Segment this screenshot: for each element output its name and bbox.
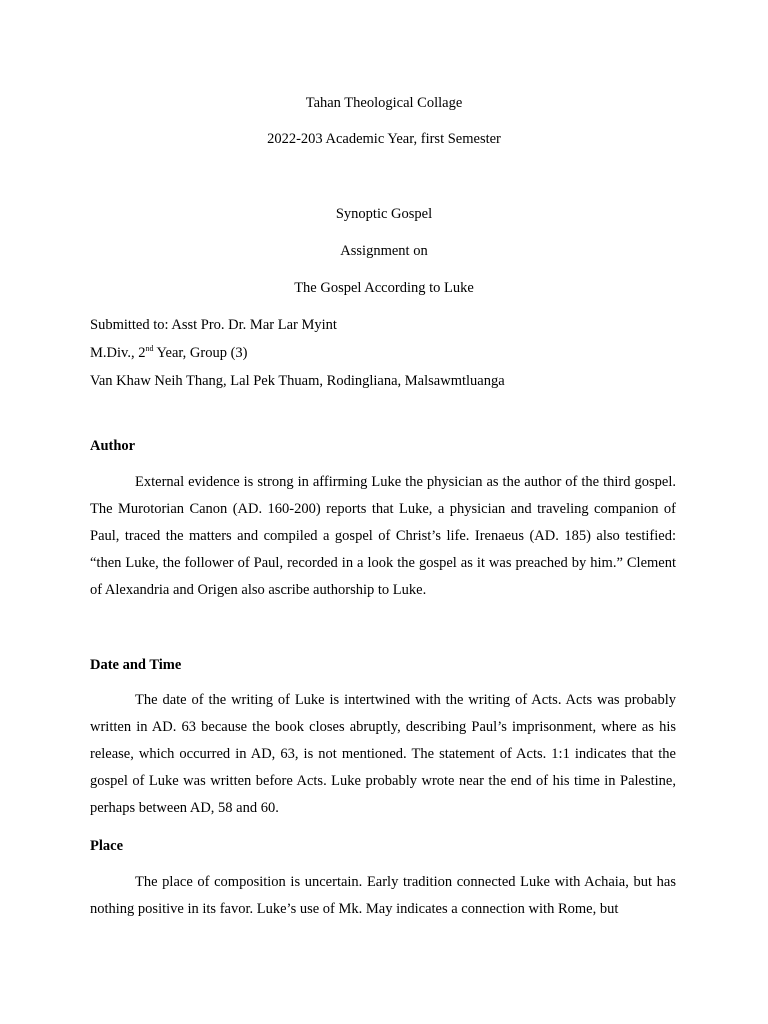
section-body-place: The place of composition is uncertain. Early tradition connected Luke with Achaia, but has nothing positive in its favor. Luke’s use of Mk. May indicates a connection with Rome, but: [90, 874, 676, 917]
section-heading-place: Place: [90, 838, 124, 854]
program-line: [90, 344, 248, 362]
academic-year: 2022-203 Academic Year, first Semester: [267, 131, 501, 147]
section-heading-author: Author: [90, 438, 136, 454]
group-members: Van Khaw Neih Thang, Lal Pek Thuam, Rodingliana, Malsawmtluanga: [90, 373, 505, 389]
assignment-label: Assignment on: [340, 243, 428, 259]
section-body-author: External evidence is strong in affirming Luke the physician as the author of the third gospel. The Murotorian Canon (AD. 160-200) reports that Luke, a physician and traveling companion of Paul, traced the matters and compiled a gospel of Christ’s life. Irenaeus (AD. 185) also testified: “then Luke, the follower of Paul, recorded in a look the gospel as it was preached by him.” Clement of Alexandria and Origen also ascribe authorship to Luke.: [90, 474, 676, 598]
program-suffix: Year, Group (3): [153, 345, 248, 361]
submitted-to: Submitted to: Asst Pro. Dr. Mar Lar Myint: [90, 317, 337, 333]
college-name: Tahan Theological Collage: [305, 95, 463, 111]
program-prefix: M.Div., 2: [90, 345, 146, 361]
section-heading-date: Date and Time: [90, 657, 182, 673]
section-body-date: The date of the writing of Luke is intertwined with the writing of Acts. Acts was probably written in AD. 63 because the book closes abruptly, describing Paul’s imprisonment, where as his release, which occurred in AD, 63, is not mentioned. The statement of Acts. 1:1 indicates that the gospel of Luke was written before Acts. Luke probably wrote near the end of his time in Palestine, perhaps between AD, 58 and 60.: [90, 692, 676, 816]
assignment-title: The Gospel According to Luke: [294, 280, 474, 296]
course-title: Synoptic Gospel: [335, 206, 433, 222]
program-superscript: nd: [145, 344, 154, 354]
